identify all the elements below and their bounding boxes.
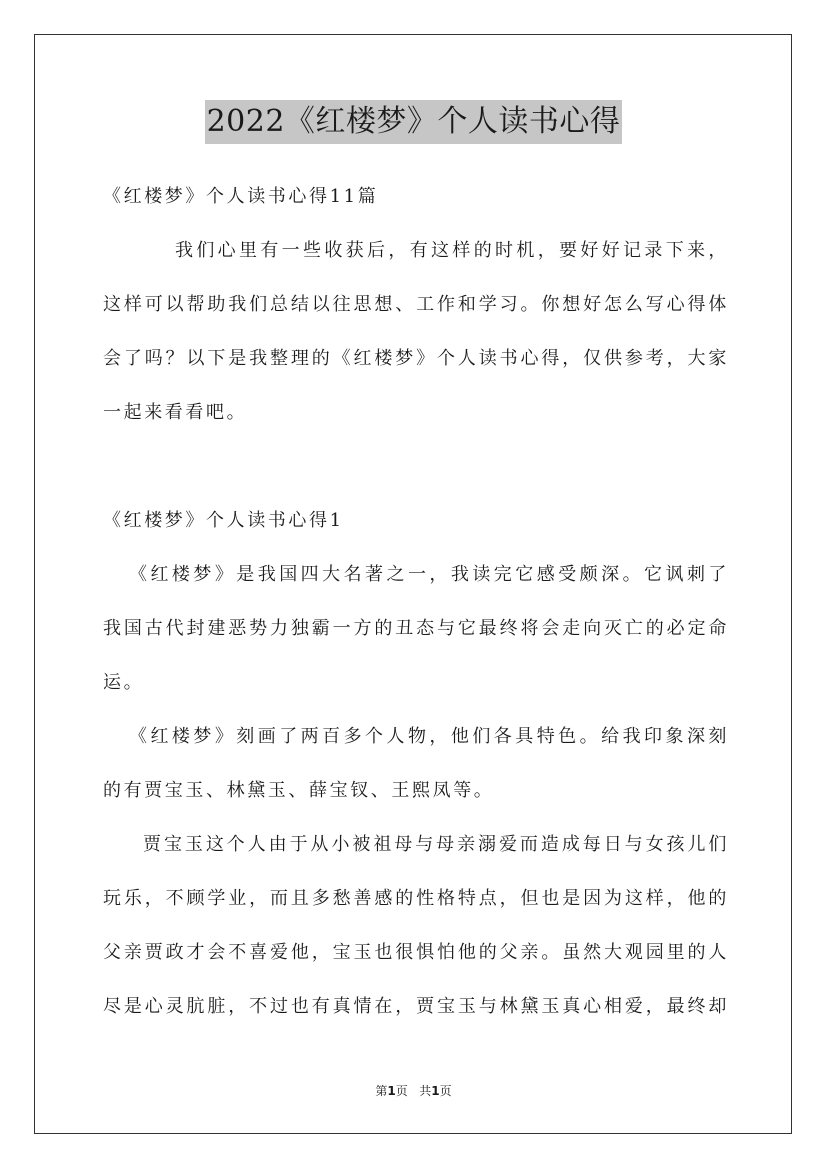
paragraph-line: 玩乐，不顾学业，而且多愁善感的性格特点，但也是因为这样，他的 <box>103 888 729 909</box>
paragraph-line: 父亲贾政才会不喜爱他，宝玉也很惧怕他的父亲。虽然大观园里的人 <box>103 942 729 963</box>
intro-line: 我们心里有一些收获后，有这样的时机，要好好记录下来， <box>175 240 729 261</box>
page-prefix: 第 <box>375 1084 388 1098</box>
spacer <box>103 440 729 494</box>
document-body <box>103 170 729 1034</box>
total-prefix: 共 <box>419 1084 432 1098</box>
page-unit: 页 <box>395 1084 408 1098</box>
page-footer <box>0 1082 827 1099</box>
intro-line: 会了吗？以下是我整理的《红楼梦》个人读书心得，仅供参考，大家 <box>103 348 729 369</box>
document-subtitle: 《红楼梦》个人读书心得11篇 <box>103 186 379 207</box>
page-current: 1 <box>387 1084 396 1098</box>
intro-line: 这样可以帮助我们总结以往思想、工作和学习。你想好怎么写心得体 <box>103 294 729 315</box>
intro-line: 一起来看看吧。 <box>103 402 248 423</box>
title-container <box>0 100 827 144</box>
total-unit: 页 <box>439 1084 452 1098</box>
paragraph-line: 我国古代封建恶势力独霸一方的丑态与它最终将会走向灭亡的必定命 <box>103 618 729 639</box>
paragraph-line: 《红楼梦》是我国四大名著之一，我读完它感受颇深。它讽刺了 <box>129 564 729 585</box>
paragraph-line: 的有贾宝玉、林黛玉、薛宝钗、王熙凤等。 <box>103 780 495 801</box>
paragraph-line: 贾宝玉这个人由于从小被祖母与母亲溺爱而造成每日与女孩儿们 <box>143 834 729 855</box>
section-heading: 《红楼梦》个人读书心得1 <box>103 510 344 531</box>
document-title: 2022《红楼梦》个人读书心得 <box>205 100 623 144</box>
paragraph-line: 尽是心灵肮脏，不过也有真情在，贾宝玉与林黛玉真心相爱，最终却 <box>103 996 729 1017</box>
page-total: 1 <box>431 1084 440 1098</box>
paragraph-line: 《红楼梦》刻画了两百多个人物，他们各具特色。给我印象深刻 <box>129 726 729 747</box>
paragraph-line: 运。 <box>103 672 145 693</box>
